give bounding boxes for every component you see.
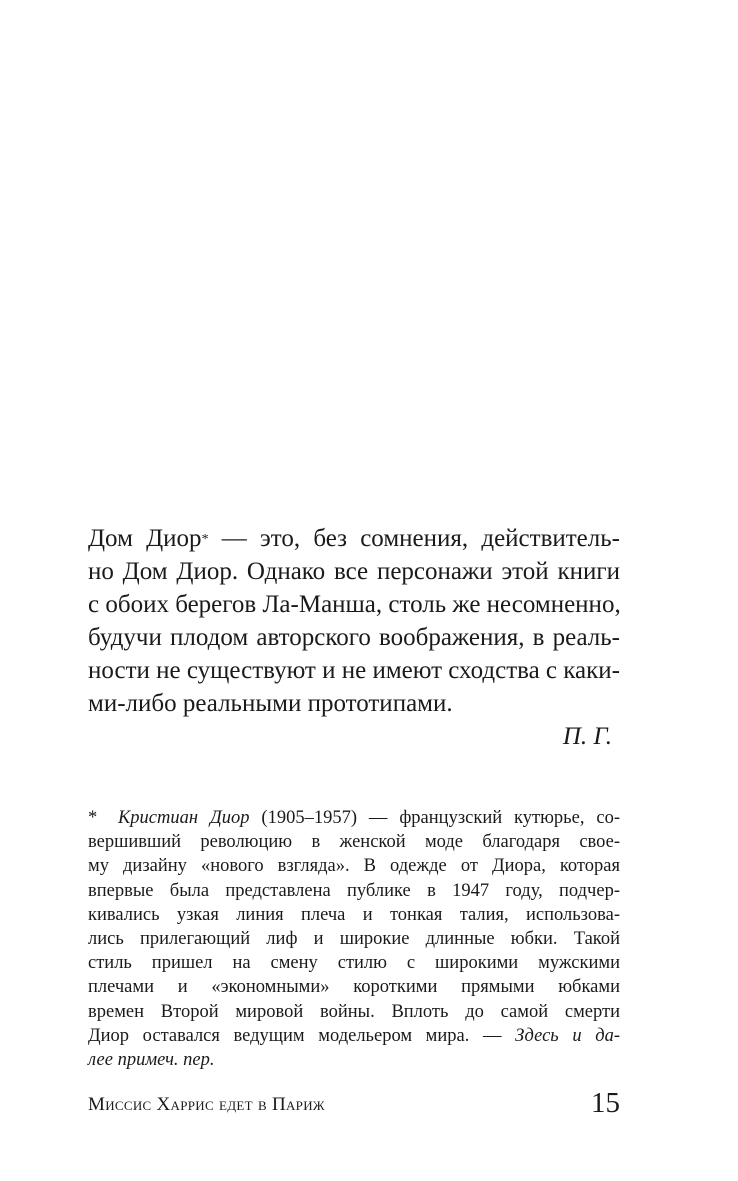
footnote-line: времен Второй мировой войны. Вплоть до самой смерти	[88, 1001, 620, 1022]
translator-note-label: Здесь и да-	[515, 1025, 620, 1046]
footnote-line: Диор оставался ведущим модельером мира. — Здесь и да-	[88, 1025, 620, 1046]
footnote-mark: *	[88, 808, 98, 828]
running-head: Миссис Харрис едет в Париж	[88, 1094, 325, 1115]
footnote-line: плечами и «экономными» короткими прямыми юбками	[88, 977, 620, 998]
author-initials: П. Г.	[562, 723, 612, 750]
author-note-line: Дом Диор* — это, без сомнения, действитель-	[88, 525, 620, 552]
author-note	[88, 522, 620, 753]
footnote-line: лись прилегающий лиф и широкие длинные юбки. Такой	[88, 928, 620, 949]
footnote-line: лее примеч. пер.	[88, 1049, 215, 1070]
footnote	[88, 806, 620, 1072]
footnote-line: стиль пришел на смену стилю с широкими мужскими	[88, 953, 620, 974]
author-note-line: с обоих берегов Ла-Манша, столь же несомненно,	[88, 591, 621, 618]
page-number: 15	[591, 1087, 620, 1119]
footnote-line: впервые была представлена публике в 1947 году, подчер-	[88, 880, 620, 901]
footnote-line: му дизайну «нового взгляда». В одежде от Диора, которая	[88, 856, 620, 877]
footnote-line: * Кристиан Диор (1905–1957) — французский кутюрье, со-	[88, 806, 620, 830]
footnote-line: вершивший революцию в женской моде благодаря свое-	[88, 832, 620, 853]
author-note-line: ности не существуют и не имеют сходства с каки-	[88, 657, 620, 684]
footnote-reference-mark: *	[201, 532, 209, 547]
author-note-line: будучи плодом авторского воображения, в реаль-	[88, 624, 620, 651]
footnote-line: кивались узкая линия плеча и тонкая талия, использова-	[88, 904, 620, 925]
author-note-line: ми-либо реальными прототипами.	[88, 690, 453, 717]
footnote-person-name: Кристиан Диор	[118, 808, 250, 828]
author-note-line: но Дом Диор. Однако все персонажи этой книги	[88, 558, 620, 585]
